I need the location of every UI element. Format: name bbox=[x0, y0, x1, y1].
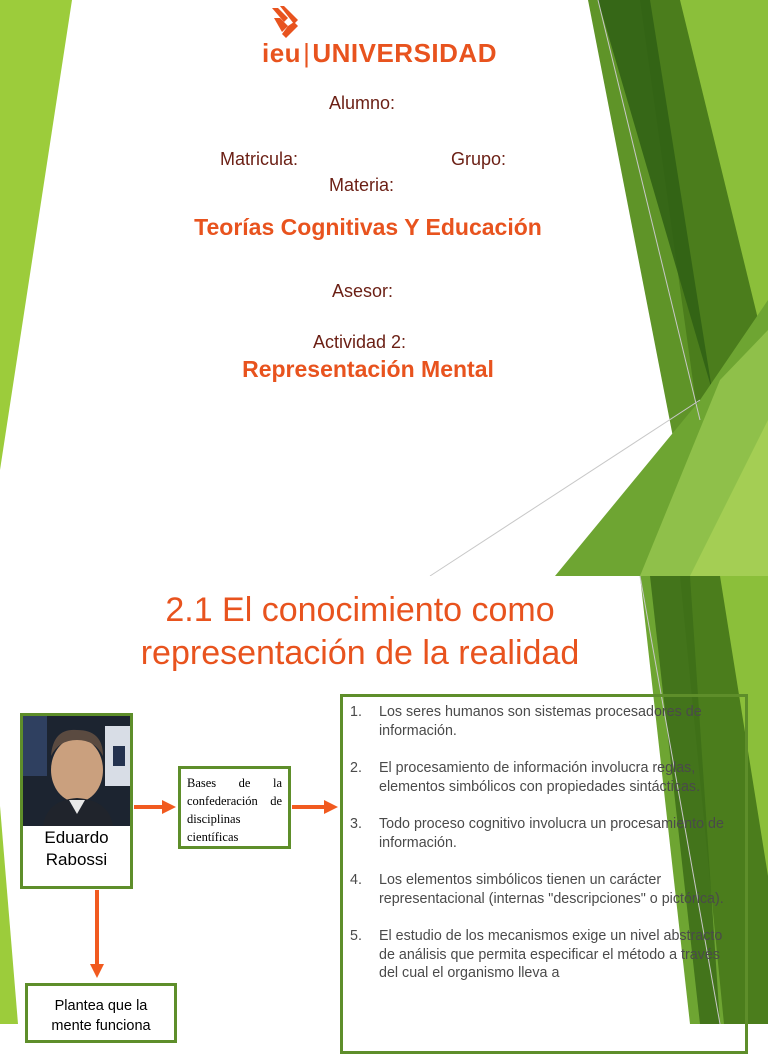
arrow-head-list bbox=[324, 800, 338, 814]
list-item: 2. El procesamiento de información involucra reglas, elementos simbólicos con propiedades sintácticas. bbox=[350, 760, 701, 795]
list-item: 3. Todo proceso cognitivo involucra un procesamiento de información. bbox=[350, 816, 724, 851]
list-item: 5. El estudio de los mecanismos exige un nivel abstracto de análisis que permita especificar el método a través del cual el organismo lleva a bbox=[350, 928, 723, 981]
principles-box bbox=[340, 694, 748, 1054]
slide-title-line2: representación de la realidad bbox=[140, 634, 580, 672]
arrow-head-bases bbox=[162, 800, 176, 814]
logo-mark-icon bbox=[268, 4, 304, 40]
university-logo bbox=[262, 38, 497, 69]
grupo-label: Grupo: bbox=[451, 149, 507, 169]
logo-separator: | bbox=[303, 38, 311, 68]
logo-universidad: UNIVERSIDAD bbox=[312, 38, 497, 68]
bases-text: Bases de la confederación de disciplinas científicas bbox=[187, 776, 282, 844]
matricula-label: Matricula: bbox=[220, 149, 299, 169]
person-last-name: Rabossi bbox=[45, 850, 108, 869]
alumno-label: Alumno: bbox=[329, 93, 396, 113]
plantea-text: Plantea que la mente funciona bbox=[51, 998, 151, 1034]
arrow-head-down bbox=[90, 964, 104, 978]
asesor-label: Asesor: bbox=[332, 281, 394, 301]
materia-label: Materia: bbox=[329, 175, 395, 195]
logo-ieu: ieu bbox=[262, 38, 302, 68]
materia-value: Teorías Cognitivas Y Educación bbox=[194, 214, 542, 240]
actividad-value: Representación Mental bbox=[242, 356, 494, 382]
list-item: 4. Los elementos simbólicos tienen un carácter representacional (internas "descripciones" o pictórica). bbox=[350, 872, 724, 907]
person-first-name: Eduardo bbox=[44, 828, 109, 847]
content-slide bbox=[0, 576, 768, 1034]
principles-list bbox=[343, 703, 735, 983]
actividad-label: Actividad 2: bbox=[313, 332, 407, 352]
slide-title-line1: 2.1 El conocimiento como bbox=[165, 591, 555, 629]
list-item: 1. Los seres humanos son sistemas procesadores de información. bbox=[350, 704, 702, 739]
